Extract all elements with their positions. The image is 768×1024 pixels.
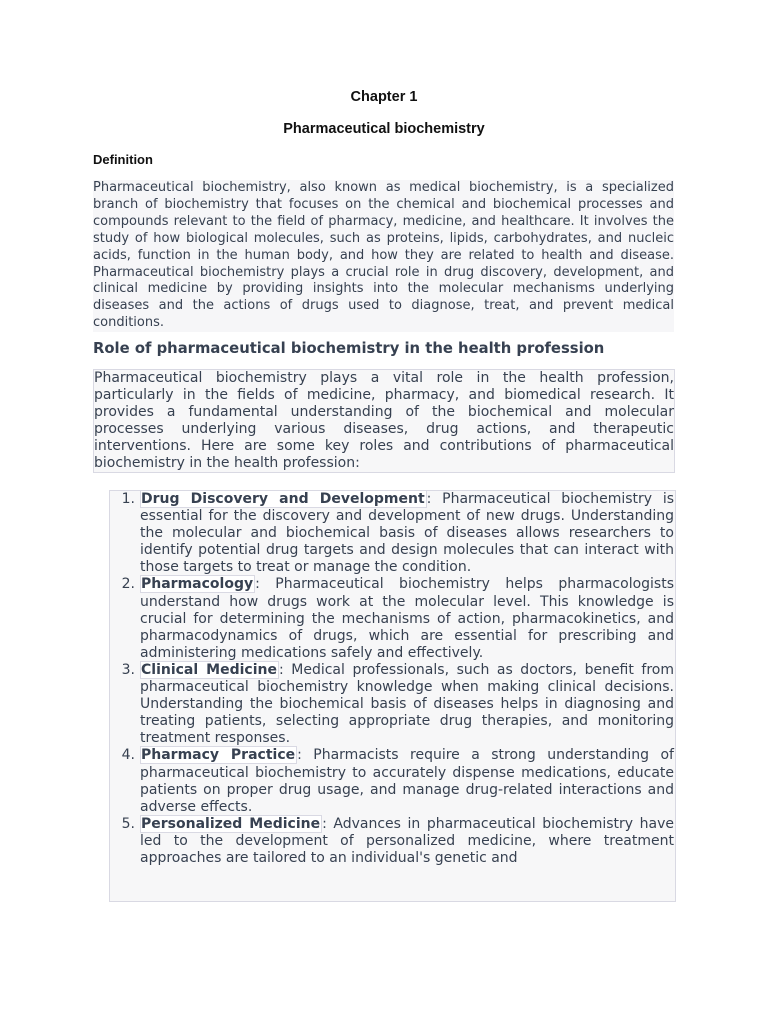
role-heading: Role of pharmaceutical biochemistry in the health profession <box>93 340 605 357</box>
list-item-term: Drug Discovery and Development <box>141 491 425 507</box>
list-item-term: Personalized Medicine <box>141 815 321 832</box>
list-item-term: Pharmacology <box>141 576 254 593</box>
list-item-number: 3. <box>121 661 135 678</box>
list-item <box>110 662 675 747</box>
list-item-number: 1. <box>121 491 135 507</box>
chapter-label: Chapter 1 <box>350 89 418 105</box>
definition-paragraph: Pharmaceutical biochemistry, also known as medical biochemistry, is a specialized branch of biochemistry that focuses on the chemical and biochemical processes and compounds relevant to the field of pharmacy, medicine, and healthcare. It involves the study of how biological molecules, such as proteins, lipids, carbohydrates, and nucleic acids, function in the human body, and how they are related to health and disease. Pharmaceutical biochemistry plays a crucial role in drug discovery, development, and clinical medicine by providing insights into the molecular mechanisms underlying diseases and the actions of drugs used to diagnose, treat, and prevent medical conditions. <box>93 180 674 331</box>
list-item-number: 5. <box>121 815 135 832</box>
role-intro-paragraph: Pharmaceutical biochemistry plays a vital role in the health profession, particularly in the fields of medicine, pharmacy, and biomedical research. It provides a fundamental understanding of the biochemical and molecular processes underlying various diseases, drug actions, and therapeutic interventions. Here are some key roles and contributions of pharmaceutical biochemistry in the health profession: <box>93 369 675 473</box>
definition-heading: Definition <box>93 152 153 167</box>
list-item <box>110 816 675 867</box>
list-item-text: : Pharmaceutical biochemistry is essential for the discovery and development of new drugs. Understanding the molecular and biochemical basis of diseases allows researchers to identify potential drug targets and design molecules that can interact with those targets to treat or manage the condition. <box>140 491 675 576</box>
list-item-text: : Advances in pharmaceutical biochemistry have led to the development of personalized medicine, where treatment approaches are tailored to an individual's genetic and <box>140 815 675 866</box>
list-item <box>110 576 675 661</box>
list-item-text: : Medical professionals, such as doctors, benefit from pharmaceutical biochemistry knowledge when making clinical decisions. Understanding the biochemical basis of diseases helps in diagnosing and treating patients, selecting appropriate drug therapies, and monitoring treatment responses. <box>140 661 674 747</box>
list-item-term: Pharmacy Practice <box>141 747 296 764</box>
list-item-number: 4. <box>121 747 135 764</box>
list-item-text: : Pharmaceutical biochemistry helps pharmacologists understand how drugs work at the molecular level. This knowledge is crucial for determining the mechanisms of action, pharmacokinetics, and pharmacodynamics of drugs, which are essential for prescribing and administering medications safely and effectively. <box>140 576 674 661</box>
page-title: Pharmaceutical biochemistry <box>283 121 485 137</box>
roles-list-box <box>109 490 676 902</box>
list-item-number: 2. <box>121 576 135 593</box>
list-item <box>110 491 675 576</box>
list-item <box>110 747 675 815</box>
list-item-text: : Pharmacists require a strong understanding of pharmaceutical biochemistry to accurately dispense medications, educate patients on proper drug usage, and manage drug-related interactions and adverse effects. <box>140 747 674 815</box>
roles-list <box>110 491 675 867</box>
list-item-term: Clinical Medicine <box>141 661 277 678</box>
